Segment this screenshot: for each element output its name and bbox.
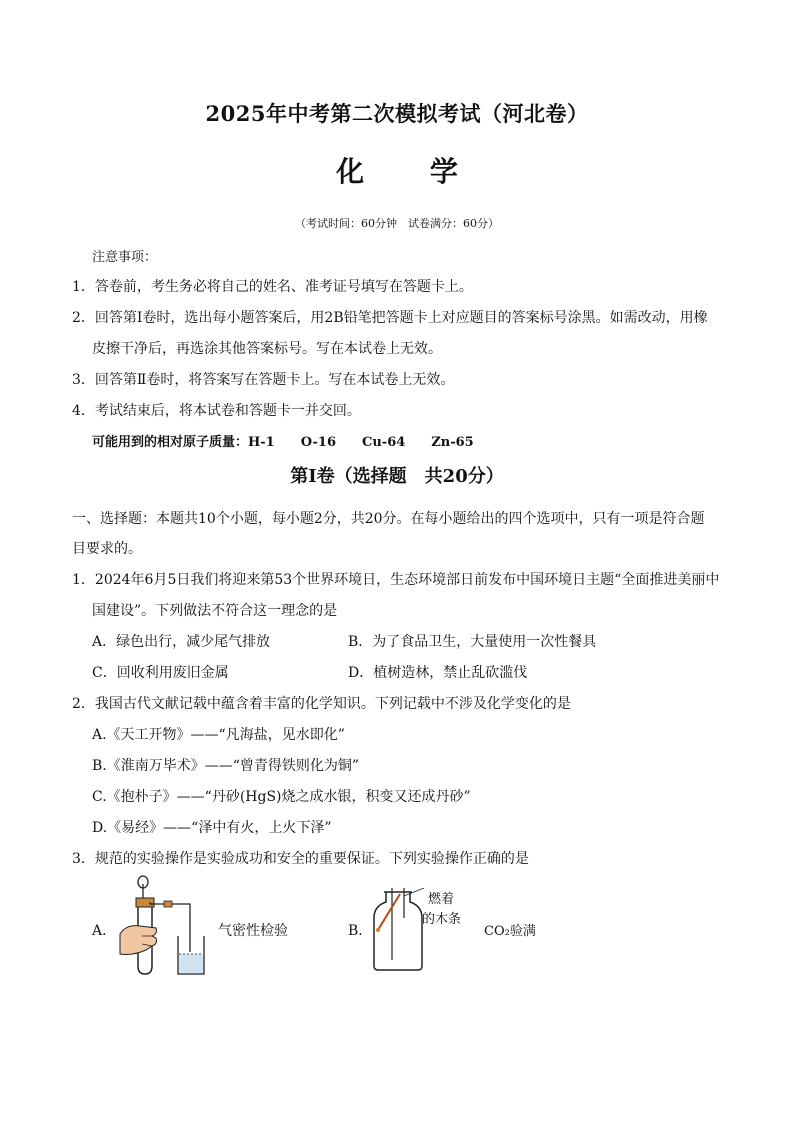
gas-bottle-figure <box>370 888 426 972</box>
q1-stem-line2: 国建设”。下列做法不符合这一理念的是 <box>92 603 338 619</box>
q2-option-d: D.《易经》——“泽中有火，上火下泽” <box>92 820 332 836</box>
q1-option-c: C．回收利用废旧金属 <box>92 665 229 681</box>
notice-item-4: 4．考试结束后，将本试卷和答题卡一并交回。 <box>72 403 361 419</box>
q2-option-b: B.《淮南万毕术》——“曾青得铁则化为铜” <box>92 758 360 774</box>
q3-option-a-letter: A． <box>92 923 117 939</box>
q3-stem: 3．规范的实验操作是实验成功和安全的重要保证。下列实验操作正确的是 <box>72 851 529 867</box>
q2-stem: 2．我国古代文献记载中蕴含着丰富的化学知识。下列记载中不涉及化学变化的是 <box>72 696 571 712</box>
q3-option-b-label-line1: 燃着 <box>428 892 455 907</box>
atomic-masses: 可能用到的相对原子质量：H-1 O-16 Cu-64 Zn-65 <box>92 435 474 450</box>
q3-option-b-letter: B． <box>348 923 373 939</box>
q1-stem-line1: 1．2024年6月5日我们将迎来第53个世界环境日，生态环境部日前发布中国环境日主题“全面推进美丽中 <box>72 572 720 588</box>
notice-item-3: 3．回答第Ⅱ卷时，将答案写在答题卡上。写在本试卷上无效。 <box>72 372 455 388</box>
section-intro-line2: 目要求的。 <box>72 541 142 557</box>
q3-option-a-caption: 气密性检验 <box>218 923 288 939</box>
q2-option-c: C.《抱朴子》——“丹砂(HgS)烧之成水银，积变又还成丹砂” <box>92 789 471 805</box>
exam-info: （考试时间：60分钟 试卷满分：60分） <box>295 217 499 230</box>
q3-option-b-label-line2: 的木条 <box>422 912 462 927</box>
q3-option-b-caption: CO₂验满 <box>484 924 536 939</box>
q1-option-b: B．为了食品卫生，大量使用一次性餐具 <box>348 634 597 650</box>
notice-item-2: 2．回答第Ⅰ卷时，选出每小题答案后，用2B铅笔把答题卡上对应题目的答案标号涂黑。如需改动，用橡 <box>72 310 708 326</box>
q1-option-a: A．绿色出行，减少尾气排放 <box>92 634 271 650</box>
q1-option-d: D．植树造林，禁止乱砍滥伐 <box>348 665 528 681</box>
notice-item-2-cont: 皮擦干净后，再选涂其他答案标号。写在本试卷上无效。 <box>92 341 442 357</box>
notice-item-1: 1．答卷前，考生务必将自己的姓名、准考证号填写在答题卡上。 <box>72 279 473 295</box>
notice-heading: 注意事项： <box>92 250 158 265</box>
page-title: 2025年中考第二次模拟考试（河北卷） <box>205 101 589 126</box>
subject-title: 化 学 <box>336 155 486 188</box>
section-intro-line1: 一、选择题：本题共10个小题，每小题2分，共20分。在每小题给出的四个选项中，只有一项是符合题 <box>72 511 705 527</box>
q2-option-a: A.《天工开物》——“凡海盐，见水即化” <box>92 727 345 743</box>
airtightness-check-figure <box>112 874 212 978</box>
section-title: 第Ⅰ卷（选择题 共20分） <box>290 466 504 487</box>
